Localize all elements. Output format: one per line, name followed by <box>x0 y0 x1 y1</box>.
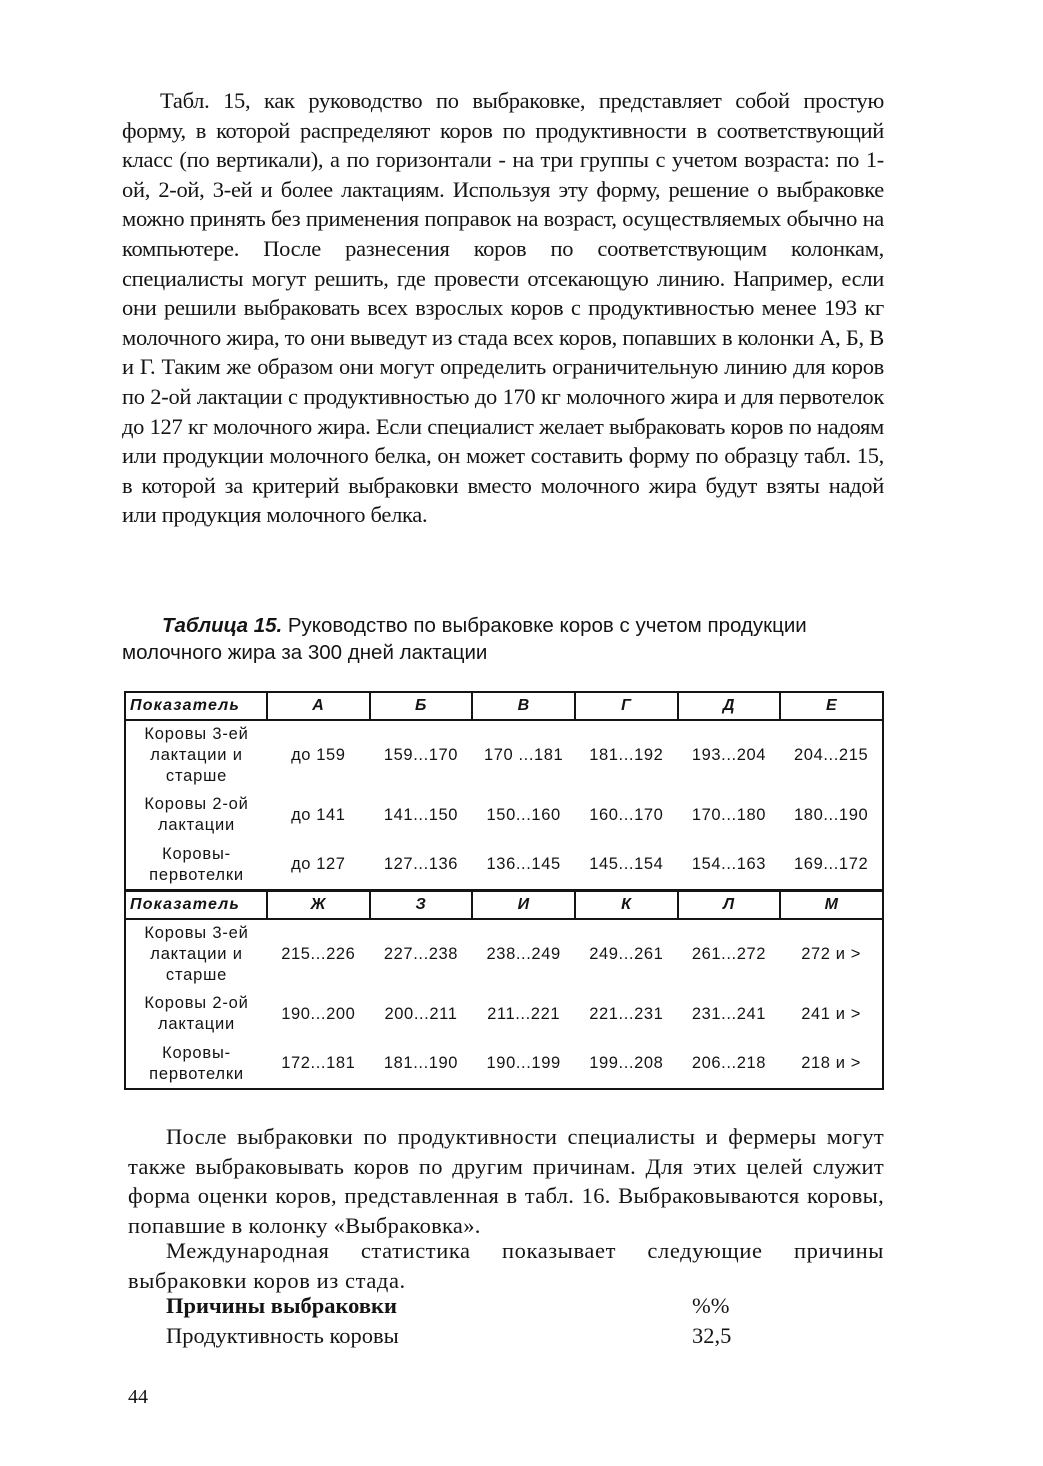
table-row <box>125 989 883 1039</box>
table-cell: до 127 <box>291 855 346 873</box>
table-cell: 180...190 <box>794 805 869 824</box>
table-cell: 190...200 <box>281 1004 356 1023</box>
row-label: Коровы 2-ой лактации <box>144 994 249 1033</box>
table-caption-label: Таблица 15. <box>162 614 283 637</box>
row-label: Коровы 2-ой лактации <box>144 795 249 834</box>
reason-item-label: Продуктивность коровы <box>166 1323 399 1348</box>
table-row <box>125 919 883 989</box>
table-cell: 190...199 <box>486 1054 561 1072</box>
table-cell: 261...272 <box>691 945 767 963</box>
table-cell: 218 и > <box>801 1054 862 1072</box>
table-cell: 170...180 <box>691 805 767 824</box>
table-cell: 204...215 <box>794 746 869 764</box>
table-cell: 136...145 <box>486 855 561 873</box>
row-label: Коровы-первотелки <box>149 1043 244 1083</box>
table-cell: до 159 <box>291 746 346 764</box>
reasons-header-label: Причины выбраковки <box>166 1293 397 1318</box>
table-caption <box>122 612 892 666</box>
table-cell: 154...163 <box>691 855 767 873</box>
table-cell: 141...150 <box>383 805 459 824</box>
table-cell: 150...160 <box>486 805 561 824</box>
culling-table-part1 <box>124 691 884 891</box>
column-header: И <box>472 891 575 919</box>
table-cell: 211...221 <box>487 1004 561 1023</box>
column-header: Б <box>370 692 473 720</box>
followup-paragraph: После выбраковки по продуктивности специалисты и фермеры могут также выбраковывать коров по другим причинам. Для этих целей служит форма оценки коров, представленная в табл. 16. Выбраковываются коровы, попавшие в колонку «Выбраковка». <box>128 1124 884 1238</box>
column-header-indicator: Показатель <box>125 692 267 720</box>
table-cell: 241 и > <box>801 1004 862 1023</box>
reasons-header-percent: %% <box>692 1293 730 1318</box>
table-cell: 145...154 <box>589 855 664 873</box>
table-cell: 170 ...181 <box>483 746 564 764</box>
table-row <box>125 840 883 890</box>
table-cell: 172...181 <box>281 1054 356 1072</box>
table-cell: 227...238 <box>383 945 459 963</box>
column-header: Ж <box>267 891 370 919</box>
row-label: Коровы 3-ей лактации и старше <box>144 725 249 785</box>
column-header: З <box>370 891 473 919</box>
table-cell: 169...172 <box>794 855 869 873</box>
page-number: 44 <box>128 1386 148 1408</box>
column-header: Д <box>678 692 781 720</box>
table-cell: 199...208 <box>589 1054 664 1072</box>
row-label: Коровы 3-ей лактации и старше <box>144 924 249 984</box>
table-row <box>125 720 883 790</box>
table-cell: до 141 <box>291 805 346 824</box>
column-header: Л <box>678 891 781 919</box>
table-caption-text: Руководство по выбраковке коров с учетом продукции молочного жира за 300 дней лактации <box>122 614 807 664</box>
table-cell: 127...136 <box>383 855 459 873</box>
column-header: В <box>472 692 575 720</box>
table-cell: 181...192 <box>589 746 664 764</box>
table-header-row <box>125 891 883 919</box>
statistics-paragraph: Международная статистика показывает следующие причины выбраковки коров из стада. <box>128 1238 884 1293</box>
row-label: Коровы-первотелки <box>149 844 244 884</box>
table-cell: 272 и > <box>801 945 862 963</box>
table-cell: 159...170 <box>383 746 459 764</box>
table-cell: 231...241 <box>691 1004 767 1023</box>
table-row <box>125 1039 883 1089</box>
table-cell: 221...231 <box>589 1004 664 1023</box>
table-cell: 206...218 <box>691 1054 767 1072</box>
table-cell: 215...226 <box>281 945 356 963</box>
table-cell: 249...261 <box>589 945 664 963</box>
table-cell: 238...249 <box>486 945 561 963</box>
table-cell: 193...204 <box>691 746 767 764</box>
column-header-indicator: Показатель <box>125 891 267 919</box>
table-header-row <box>125 692 883 720</box>
intro-paragraph: Табл. 15, как руководство по выбраковке, представляет собой простую форму, в которой распределяют коров по продуктивности в соответствующий класс (по вертикали), а по горизонтали - на три группы с учетом возраста: по 1-ой, 2-ой, 3-ей и более лактациям. Используя эту форму, решение о выбраковке можно принять без применения поправок на возраст, осуществляемых обычно на компьютере. После разнесения коров по соответствующим колонкам, специалисты могут решить, где провести отсекающую линию. Например, если они решили выбраковать всех взрослых коров с продуктивностью менее 193 кг молочного жира, то они выведут из стада всех коров, попавших в колонки А, Б, В и Г. Таким же образом они могут определить ограничительную линию для коров по 2-ой лактации с продуктивностью до 170 кг молочного жира и для первотелок до 127 кг молочного жира. Если специалист желает выбраковать коров по надоям или продукции молочного белка, он может составить форму по образцу табл. 15, в которой за критерий выбраковки вместо молочного жира будут взяты надой или продукция молочного белка. <box>122 88 884 528</box>
table-row <box>125 790 883 840</box>
reason-item-value: 32,5 <box>692 1323 732 1348</box>
column-header: К <box>575 891 678 919</box>
column-header: А <box>267 692 370 720</box>
column-header: М <box>780 891 883 919</box>
column-header: Г <box>575 692 678 720</box>
table-cell: 181...190 <box>383 1054 459 1072</box>
culling-table-part2 <box>124 890 884 1090</box>
column-header: Е <box>780 692 883 720</box>
table-cell: 200...211 <box>384 1004 458 1023</box>
table-cell: 160...170 <box>589 805 664 824</box>
